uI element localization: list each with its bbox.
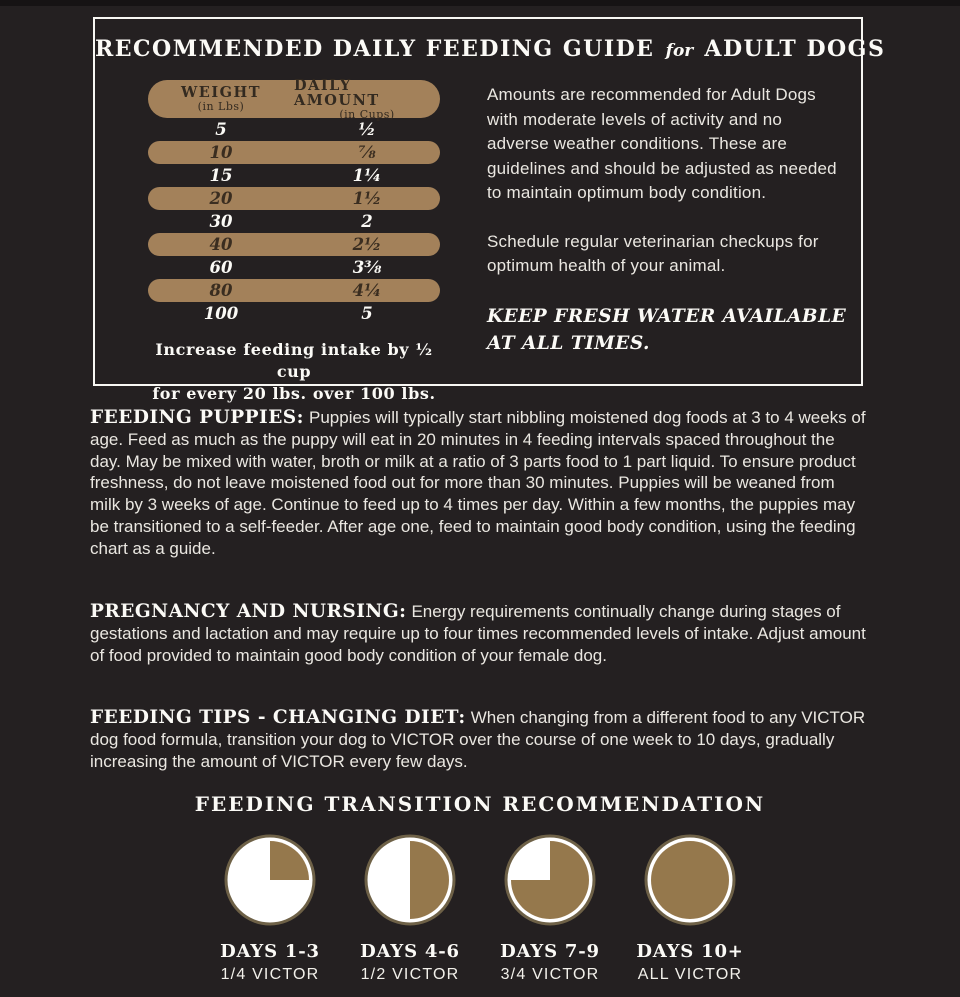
table-row <box>148 210 440 233</box>
amount-value: ½ <box>358 120 376 139</box>
feeding-transition-heading: FEEDING TRANSITION RECOMMENDATION <box>194 792 766 816</box>
three-quarter-pie-icon <box>503 833 597 927</box>
transition-portion-label: 1/4 VICTOR <box>220 966 320 983</box>
transition-item-days-1-3 <box>200 833 340 984</box>
guide-info-column <box>487 83 847 357</box>
feeding-transition-block <box>0 792 960 984</box>
weight-value: 10 <box>209 143 233 162</box>
table-row <box>148 256 440 279</box>
table-row <box>148 118 440 141</box>
weight-header-unit: (in Lbs) <box>197 100 245 113</box>
table-row <box>148 187 440 210</box>
amount-header-label: DAILY AMOUNT <box>294 76 380 109</box>
quarter-pie-icon <box>223 833 317 927</box>
weight-value: 20 <box>209 189 233 208</box>
transition-days-label: DAYS 10+ <box>636 941 744 962</box>
feeding-tips-section <box>90 707 866 772</box>
table-row <box>148 141 440 164</box>
pregnancy-nursing-body: Energy requirements continually change during stages of gestations and lactation and may require up to four times recommended levels of intake. Adjust amount of food provided to maintain good body condition of your female dog. <box>90 602 866 665</box>
table-row <box>148 233 440 256</box>
amount-value: 2 <box>361 212 373 231</box>
amount-header-unit: (in Cups) <box>339 107 395 121</box>
weight-value: 80 <box>209 281 233 300</box>
amount-value: ⅞ <box>358 143 376 162</box>
transition-item-days-4-6 <box>340 833 480 984</box>
transition-item-days-7-9 <box>480 833 620 984</box>
weight-value: 15 <box>209 166 233 185</box>
feeding-tips-body: When changing from a different food to any VICTOR dog food formula, transition your dog to VICTOR over the course of one week to 10 days, gradually increasing the amount of VICTOR every few days. <box>90 708 866 771</box>
pregnancy-nursing-heading: PREGNANCY AND NURSING: <box>90 601 407 622</box>
transition-days-label: DAYS 1-3 <box>220 941 320 962</box>
amount-value: 5 <box>361 304 373 323</box>
feeding-table <box>148 76 440 405</box>
feeding-puppies-body: Puppies will typically start nibbling moistened dog foods at 3 to 4 weeks of age. Feed as much as the puppy will eat in 20 minutes in 4 feeding intervals spaced throughout the day. May be mixed with water, broth or milk at a ratio of 3 parts food to 1 part liquid. To ensure product freshness, do not leave moistened food out for more than 30 minutes. Puppies will be weaned from milk by 3 weeks of age. Continue to feed up to 4 times per day. Within a few months, the puppies may be transitioned to a self-feeder. After age one, feed to maintain good body condition, using the feeding chart as a guide. <box>90 408 866 558</box>
weight-value: 30 <box>209 212 233 231</box>
transition-portion-label: 1/2 VICTOR <box>360 966 460 983</box>
transition-days-label: DAYS 7-9 <box>500 941 600 962</box>
page-top-edge <box>0 0 960 6</box>
amount-value: 2½ <box>352 235 382 254</box>
amount-column-header <box>294 78 440 121</box>
table-footnote <box>148 339 440 405</box>
pregnancy-nursing-section <box>90 601 866 666</box>
feeding-puppies-section <box>90 407 866 560</box>
transition-portion-label: 3/4 VICTOR <box>500 966 600 983</box>
table-footnote-line2: for every 20 lbs. over 100 lbs. <box>152 384 436 403</box>
guide-title-suffix: ADULT DOGS <box>704 36 886 62</box>
weight-value: 40 <box>209 235 233 254</box>
transition-days-label: DAYS 4-6 <box>360 941 460 962</box>
weight-column-header <box>148 85 294 113</box>
table-row <box>148 279 440 302</box>
table-row <box>148 302 440 325</box>
amounts-paragraph: Amounts are recommended for Adult Dogs with moderate levels of activity and no adverse weather conditions. These are guidelines and should be adjusted as needed to maintain optimum body condition. <box>487 85 837 202</box>
guide-title-main: RECOMMENDED DAILY FEEDING GUIDE <box>95 36 655 62</box>
vet-checkup-paragraph: Schedule regular veterinarian checkups for optimum health of your animal. <box>487 231 819 275</box>
guide-title-connector: for <box>665 41 694 61</box>
table-row <box>148 164 440 187</box>
weight-value: 5 <box>215 120 227 139</box>
feeding-table-header <box>148 76 440 121</box>
transition-portion-label: ALL VICTOR <box>637 966 743 983</box>
amount-value: 1½ <box>352 189 382 208</box>
full-pie-icon <box>643 833 737 927</box>
weight-value: 60 <box>209 258 233 277</box>
guide-title <box>95 36 886 62</box>
transition-circles-row <box>0 833 960 984</box>
feeding-puppies-heading: FEEDING PUPPIES: <box>90 407 304 428</box>
transition-item-days-10-plus <box>620 833 760 984</box>
weight-value: 100 <box>203 304 239 323</box>
half-pie-icon <box>363 833 457 927</box>
amount-value: 4¼ <box>352 281 382 300</box>
weight-header-label: WEIGHT <box>181 84 261 101</box>
feeding-tips-heading: FEEDING TIPS - CHANGING DIET: <box>90 707 466 728</box>
amount-value: 3⅜ <box>352 258 382 277</box>
fresh-water-notice: KEEP FRESH WATER AVAILABLE AT ALL TIMES. <box>487 305 847 354</box>
table-footnote-line1: Increase feeding intake by ½ cup <box>155 340 433 381</box>
amount-value: 1¼ <box>352 166 382 185</box>
feeding-guide-box <box>93 17 886 403</box>
